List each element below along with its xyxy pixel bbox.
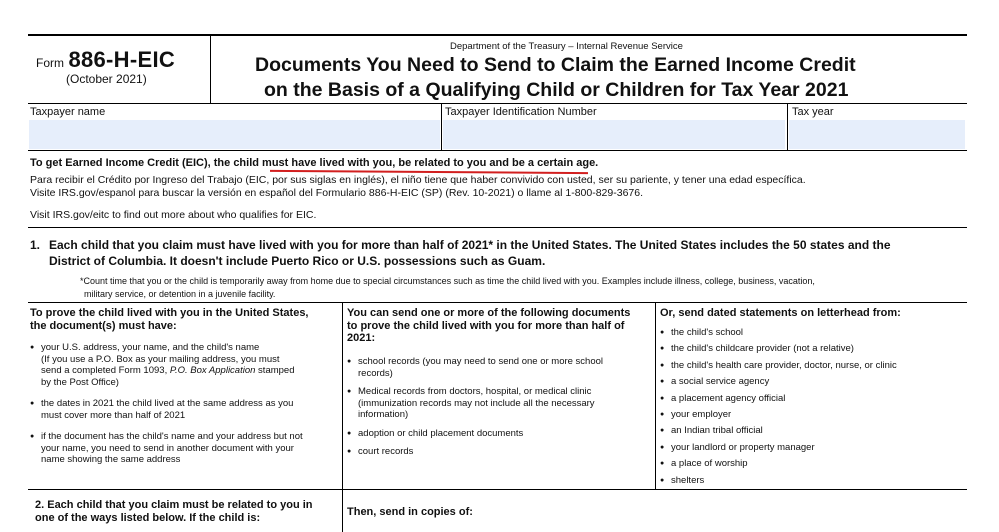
list-item: ● the dates in 2021 the child lived at the same address as you must cover more than half of 2021 <box>30 398 340 421</box>
list-item: ● a placement agency official <box>660 391 965 407</box>
then-send-heading: Then, send in copies of: <box>347 506 473 518</box>
col3-heading: Or, send dated statements on letterhead from: <box>660 307 901 319</box>
col2-list <box>347 356 653 458</box>
col1-heading-line1: To prove the child lived with you in the United States, <box>30 307 309 319</box>
list-item: ● shelters <box>660 473 965 489</box>
list-item: ● the child's childcare provider (not a relative) <box>660 341 965 357</box>
intro-bottom-rule <box>28 227 967 228</box>
col1-heading-line2: the document(s) must have: <box>30 319 177 332</box>
section1-number: 1. <box>30 238 41 252</box>
department-line: Department of the Treasury – Internal Revenue Service <box>450 41 683 52</box>
taxpayer-name-input[interactable] <box>29 120 440 149</box>
top-rule <box>28 34 967 36</box>
taxpayer-id-input[interactable] <box>443 120 785 149</box>
form-1093-title: P.O. Box Application <box>169 365 256 376</box>
page-title-line1: Documents You Need to Send to Claim the Earned Income Credit <box>255 54 856 76</box>
section1-footnote-line2: military service, or detention in a juvenile facility. <box>84 289 276 299</box>
table-col-divider-1 <box>342 302 343 532</box>
form-id-block <box>36 47 206 73</box>
taxpayer-id-label: Taxpayer Identification Number <box>445 106 597 118</box>
col2-heading-line1: You can send one or more of the following documents <box>347 307 631 319</box>
list-item: ● Medical records from doctors, hospital, or medical clinic (immunization records may not include all the necessary information) <box>347 386 653 421</box>
spanish-note-line1: Para recibir el Crédito por Ingreso del Trabajo (EIC, por sus siglas en inglés), el niño tiene que haber convivido con usted, ser su pariente, y tener una edad específica. <box>30 174 806 186</box>
col2-heading-line2: to prove the child lived with you for more than half of <box>347 319 625 332</box>
table-top-rule <box>28 302 967 303</box>
section1-footnote-line1: *Count time that you or the child is temporarily away from home due to special circumstances such as time the child lived with you. Examples include illness, college, business, vacation, <box>80 276 815 286</box>
form-id-divider <box>210 35 211 104</box>
taxpayer-name-label: Taxpayer name <box>30 106 106 118</box>
list-item: ● your employer <box>660 407 965 423</box>
list-item: ● if the document has the child's name and your address but not your name, you need to send in another document with your name showing the same address <box>30 431 340 466</box>
table-col-divider-2 <box>655 302 656 490</box>
list-item: ● your U.S. address, your name, and the child's name (If you use a P.O. Box as your mailing address, you must send a completed Form 1093, P.O. Box Application stamped by the Post Office) <box>30 342 340 388</box>
form-number: 886-H-EIC <box>68 47 176 72</box>
col2-heading-line3: 2021: <box>347 332 376 344</box>
eitc-link-text: Visit IRS.gov/eitc to find out more about who qualifies for EIC. <box>30 209 317 221</box>
eic-requirement-statement: To get Earned Income Credit (EIC), the child must have lived with you, be related to you and be a certain age. <box>30 157 599 169</box>
table-row-rule <box>28 489 967 490</box>
list-item: ● the child's health care provider, doctor, nurse, or clinic <box>660 358 965 374</box>
section1-heading-line1: Each child that you claim must have lived with you for more than half of 2021* in the United States. The United States includes the 50 states and the <box>49 238 891 252</box>
list-item: ● school records (you may need to send one or more school records) <box>347 356 653 379</box>
form-prefix: Form <box>36 56 64 70</box>
col1-list <box>30 342 340 466</box>
list-item: ● the child's school <box>660 325 965 341</box>
fields-bottom-rule <box>28 150 967 151</box>
section2-heading <box>35 499 340 524</box>
list-item: ● a social service agency <box>660 374 965 390</box>
list-item: ● a place of worship <box>660 456 965 472</box>
field-divider-1 <box>441 104 442 150</box>
section1-heading-line2: District of Columbia. It doesn't include Puerto Rico or U.S. possessions such as Guam. <box>49 254 546 268</box>
col2-heading <box>347 307 653 345</box>
list-item: ● adoption or child placement documents <box>347 428 653 440</box>
spanish-note-line2: Visite IRS.gov/espanol para buscar la versión en español del Formulario 886-H-EIC (SP) (Rev. 10-2021) o llame al 1-800-829-3676. <box>30 187 644 199</box>
page-title-line2: on the Basis of a Qualifying Child or Children for Tax Year 2021 <box>264 79 849 101</box>
tax-year-label: Tax year <box>792 106 834 118</box>
col3-list <box>660 325 965 489</box>
tax-year-input[interactable] <box>789 120 965 149</box>
list-item: ● court records <box>347 446 653 458</box>
header-bottom-rule <box>28 103 967 104</box>
col1-heading <box>30 307 338 332</box>
list-item: ● an Indian tribal official <box>660 423 965 439</box>
section2-heading-line2: one of the ways listed below. If the child is: <box>35 511 261 524</box>
field-divider-2 <box>787 104 788 150</box>
form-revision: (October 2021) <box>66 72 147 86</box>
list-item: ● your landlord or property manager <box>660 440 965 456</box>
section2-heading-line1: 2. Each child that you claim must be related to you in <box>35 499 313 511</box>
